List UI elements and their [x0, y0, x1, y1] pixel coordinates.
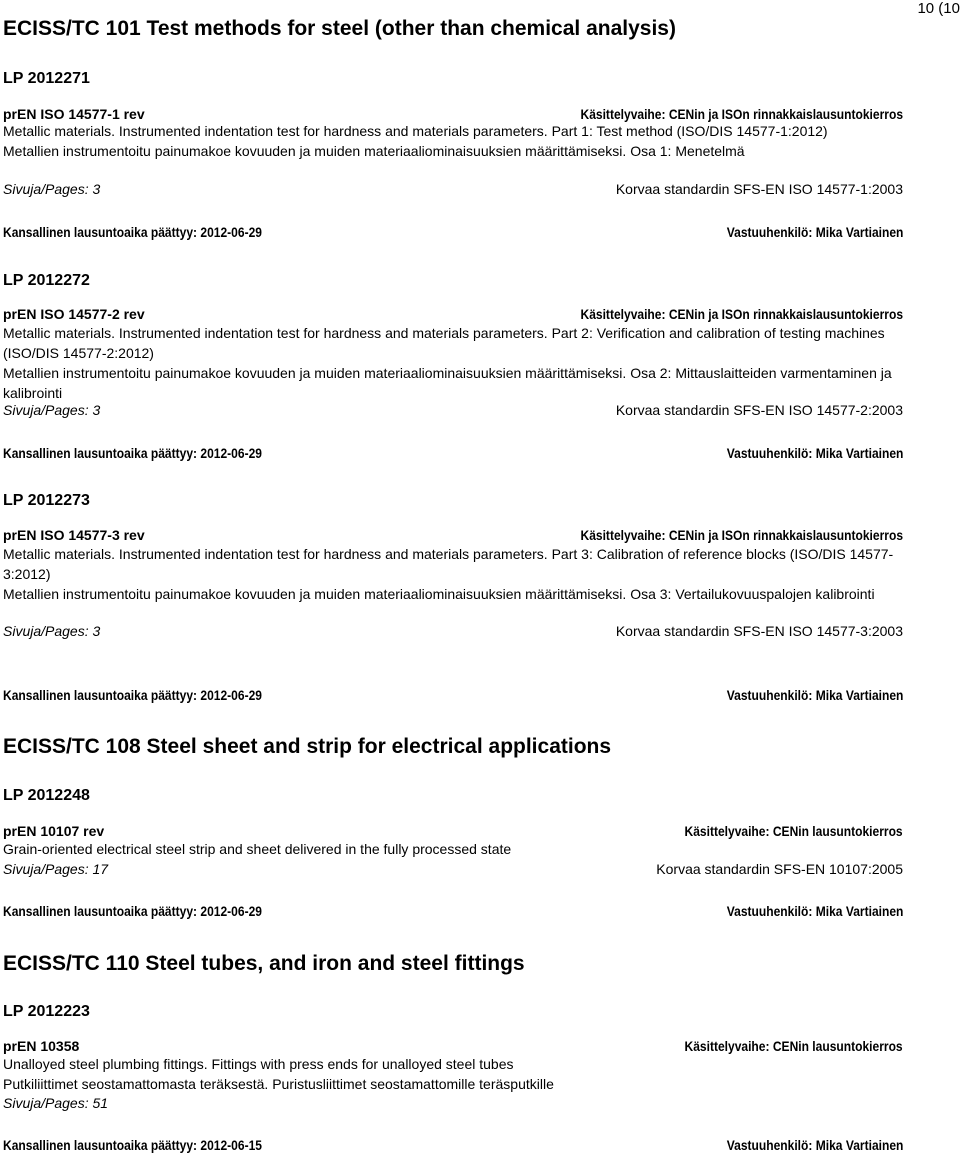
replaces-standard: Korvaa standardin SFS-EN ISO 14577-1:2003	[615, 181, 903, 197]
committee-heading: ECISS/TC 110 Steel tubes, and iron and steel fittings	[3, 952, 525, 975]
processing-stage: Käsittelyvaihe: CENin ja ISOn rinnakkaislausuntokierros	[580, 306, 903, 322]
responsible-person: Vastuuhenkilö: Mika Vartiainen	[726, 445, 903, 461]
committee-heading: ECISS/TC 101 Test methods for steel (other than chemical analysis)	[3, 17, 676, 40]
page-count: Sivuja/Pages: 17	[3, 861, 109, 877]
description-en: Unalloyed steel plumbing fittings. Fittings with press ends for unalloyed steel tubes	[3, 1056, 514, 1072]
lp-number: LP 2012271	[3, 70, 90, 87]
deadline-row	[3, 686, 903, 704]
comment-deadline: Kansallinen lausuntoaika päättyy: 2012-06-15	[3, 1137, 262, 1153]
standard-code: prEN ISO 14577-1 rev	[3, 106, 145, 122]
responsible-person: Vastuuhenkilö: Mika Vartiainen	[726, 687, 903, 703]
description-fi: Putkiliittimet seostamattomasta teräksestä. Puristusliittimet seostamattomille teräsputkille	[3, 1076, 554, 1092]
comment-deadline: Kansallinen lausuntoaika päättyy: 2012-06-29	[3, 687, 262, 703]
description-en: Metallic materials. Instrumented indentation test for hardness and materials parameters. Part 2: Verification and calibration of testing machines (ISO/DIS 14577-2:2012)	[3, 325, 885, 361]
lp-number: LP 2012223	[3, 1003, 90, 1020]
description-fi: Metallien instrumentoitu painumakoe kovuuden ja muiden materiaaliominaisuuksien määrittämiseksi. Osa 2: Mittauslaitteiden varmentaminen ja kalibrointi	[3, 365, 892, 401]
deadline-row	[3, 1136, 903, 1154]
replaces-standard: Korvaa standardin SFS-EN 10107:2005	[656, 861, 903, 877]
replaces-standard: Korvaa standardin SFS-EN ISO 14577-2:2003	[615, 402, 903, 418]
entry-description	[3, 1054, 903, 1094]
standard-code: prEN 10107 rev	[3, 823, 105, 839]
page-count: Sivuja/Pages: 3	[3, 623, 101, 639]
standard-code: prEN ISO 14577-2 rev	[3, 306, 145, 322]
standard-row	[3, 822, 903, 840]
comment-deadline: Kansallinen lausuntoaika päättyy: 2012-06-29	[3, 903, 262, 919]
page-count: Sivuja/Pages: 3	[3, 402, 101, 418]
processing-stage: Käsittelyvaihe: CENin lausuntokierros	[684, 823, 903, 839]
standard-row	[3, 305, 903, 323]
description-en: Metallic materials. Instrumented indentation test for hardness and materials parameters. Part 1: Test method (ISO/DIS 14577-1:2012)	[3, 123, 828, 139]
description-en: Metallic materials. Instrumented indentation test for hardness and materials parameters. Part 3: Calibration of reference blocks (ISO/DIS 14577-3:2012)	[3, 546, 894, 582]
page-count: Sivuja/Pages: 51	[3, 1095, 109, 1111]
pages-row	[3, 622, 903, 640]
entry-description	[3, 323, 903, 403]
standard-code: prEN ISO 14577-3 rev	[3, 527, 145, 543]
deadline-row	[3, 223, 903, 241]
page-count: Sivuja/Pages: 3	[3, 181, 101, 197]
processing-stage: Käsittelyvaihe: CENin ja ISOn rinnakkaislausuntokierros	[580, 106, 903, 122]
lp-number: LP 2012248	[3, 787, 90, 804]
page-number: 10 (10	[917, 0, 960, 17]
pages-row	[3, 180, 903, 198]
processing-stage: Käsittelyvaihe: CENin ja ISOn rinnakkaislausuntokierros	[580, 527, 903, 543]
lp-number: LP 2012272	[3, 272, 90, 289]
deadline-row	[3, 444, 903, 462]
comment-deadline: Kansallinen lausuntoaika päättyy: 2012-06-29	[3, 445, 262, 461]
description-en: Grain-oriented electrical steel strip and sheet delivered in the fully processed state	[3, 841, 512, 857]
committee-heading: ECISS/TC 108 Steel sheet and strip for electrical applications	[3, 735, 612, 758]
standard-row	[3, 1037, 903, 1055]
standard-row	[3, 526, 903, 544]
processing-stage: Käsittelyvaihe: CENin lausuntokierros	[684, 1038, 903, 1054]
comment-deadline: Kansallinen lausuntoaika päättyy: 2012-06-29	[3, 224, 262, 240]
entry-description	[3, 544, 903, 604]
entry-description	[3, 839, 903, 859]
responsible-person: Vastuuhenkilö: Mika Vartiainen	[726, 224, 903, 240]
entry-description	[3, 121, 903, 161]
responsible-person: Vastuuhenkilö: Mika Vartiainen	[726, 903, 903, 919]
responsible-person: Vastuuhenkilö: Mika Vartiainen	[726, 1137, 903, 1153]
pages-row	[3, 1094, 903, 1112]
pages-row	[3, 860, 903, 878]
standard-code: prEN 10358	[3, 1038, 80, 1054]
description-fi: Metallien instrumentoitu painumakoe kovuuden ja muiden materiaaliominaisuuksien määrittämiseksi. Osa 1: Menetelmä	[3, 143, 745, 159]
replaces-standard: Korvaa standardin SFS-EN ISO 14577-3:2003	[615, 623, 903, 639]
deadline-row	[3, 902, 903, 920]
lp-number: LP 2012273	[3, 492, 90, 509]
description-fi: Metallien instrumentoitu painumakoe kovuuden ja muiden materiaaliominaisuuksien määrittämiseksi. Osa 3: Vertailukovuuspalojen kalibrointi	[3, 586, 875, 602]
pages-row	[3, 401, 903, 419]
